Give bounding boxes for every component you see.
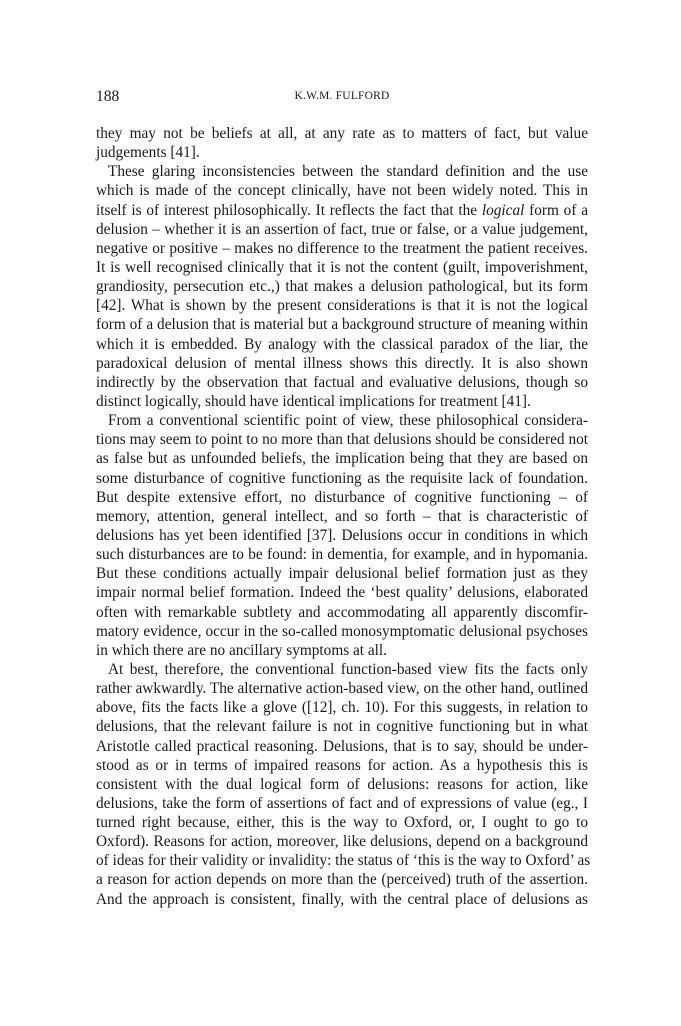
text-line: It is well recognised clinically that it is not the content (guilt, impoverishment,: [96, 258, 588, 276]
text-line: delusion – whether it is an assertion of fact, true or false, or a value judgement,: [96, 220, 588, 238]
text-line: itself is of interest philosophically. It reflects the fact that the logical form of a: [96, 201, 588, 219]
text-line: judgements [41].: [96, 144, 200, 162]
text-line: they may not be beliefs at all, at any rate as to matters of fact, but value: [96, 125, 588, 142]
text-line: consistent with the dual logical form of delusions: reasons for action, like: [96, 775, 588, 793]
text-line: such disturbances are to be found: in dementia, for example, and in hypomania.: [96, 546, 588, 564]
text-line: At best, therefore, the conventional function-based view fits the facts only: [108, 660, 588, 678]
text-line: of ideas for their validity or invalidity: the status of ‘this is the way to Oxford’ as: [96, 852, 591, 870]
body-text: [96, 124, 591, 909]
text-line: And the approach is consistent, finally, with the central place of delusions as: [96, 890, 588, 908]
text-line: some disturbance of cognitive functioning as the requisite lack of foundation.: [96, 469, 588, 487]
text-line: turned right because, either, this is the way to Oxford, or, I ought to go to: [96, 814, 588, 832]
text-line: negative or positive – makes no difference to the treatment the patient receives.: [96, 239, 588, 257]
text-line: Oxford). Reasons for action, moreover, like delusions, depend on a background: [96, 833, 588, 851]
text-line: These glaring inconsistencies between the standard definition and the use: [108, 163, 588, 181]
text-line: which is made of the concept clinically, have not been widely noted. This in: [96, 182, 588, 200]
text-line: distinct logically, should have identical implications for treatment [41].: [96, 392, 531, 410]
text-line: stood as or in terms of impaired reasons for action. As a hypothesis this is: [96, 756, 588, 774]
text-line: form of a delusion that is material but a background structure of meaning within: [96, 316, 588, 334]
page-header: [96, 88, 588, 110]
text-line: delusions, take the form of assertions of fact and of expressions of value (eg., I: [96, 794, 588, 812]
text-line: indirectly by the observation that factual and evaluative delusions, though so: [96, 373, 588, 391]
book-page: [96, 88, 591, 909]
text-line: memory, attention, general intellect, and so forth – that is characteristic of: [96, 507, 588, 525]
text-line: above, fits the facts like a glove ([12], ch. 10). For this suggests, in relation to: [96, 699, 588, 717]
text-line: delusions, that the relevant failure is not in cognitive functioning but in what: [96, 718, 588, 736]
text-line: But despite extensive effort, no disturbance of cognitive functioning – of: [96, 488, 588, 506]
emphasis: logical: [481, 201, 525, 219]
text-line: impair normal belief formation. Indeed the ‘best quality’ delusions, elaborated: [96, 584, 588, 602]
text-line: matory evidence, occur in the so-called monosymptomatic delusional psychoses: [96, 622, 588, 640]
text-line: delusions has yet been identified [37]. Delusions occur in conditions in which: [96, 526, 588, 544]
text-line: From a conventional scientific point of view, these philosophical considera-: [108, 412, 588, 430]
text-line: as false but as unfounded beliefs, the implication being that they are based on: [96, 450, 588, 468]
text-line: grandiosity, persecution etc.,) that makes a delusion pathological, but its form: [96, 278, 588, 296]
text-line: But these conditions actually impair delusional belief formation just as they: [96, 565, 588, 583]
text-line: which it is embedded. By analogy with the classical paradox of the liar, the: [96, 335, 588, 353]
text-line: a reason for action depends on more than the (perceived) truth of the assertion.: [96, 871, 588, 889]
text-line: tions may seem to point to no more than that delusions should be considered not: [96, 431, 588, 449]
text-line: in which there are no ancillary symptoms at all.: [96, 641, 387, 659]
text-line: rather awkwardly. The alternative action-based view, on the other hand, outlined: [96, 680, 588, 698]
page-number: 188: [96, 88, 120, 105]
text-line: often with remarkable subtlety and accommodating all apparently discomfir-: [96, 603, 588, 621]
text-line: [42]. What is shown by the present considerations is that it is not the logical: [96, 297, 588, 315]
running-head: K.W.M. FULFORD: [294, 90, 390, 102]
text-line: Aristotle called practical reasoning. Delusions, that is to say, should be under-: [96, 737, 588, 755]
text-line: paradoxical delusion of mental illness shows this directly. It is also shown: [96, 354, 588, 372]
